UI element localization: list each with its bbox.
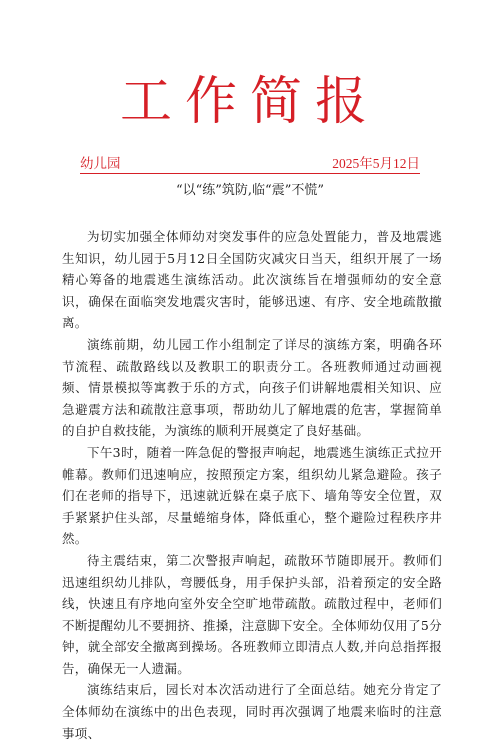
meta-row xyxy=(80,155,420,173)
header-divider xyxy=(80,173,420,174)
article-headline: “以“练”筑防,临“震”不慌” xyxy=(175,183,324,198)
paragraph-1: 为切实加强全体师幼对突发事件的应急处置能力，普及地震逃生知识，幼儿园于5月12日全国防灾减灾日当天，组织开展了一场精心筹备的地震逃生演练活动。此次演练旨在增强师幼的安全意识，确保在面临突发地震灾害时，能够迅速、有序、安全地疏散撤离。 xyxy=(62,229,442,331)
paragraph-2: 演练前期，幼儿园工作小组制定了详尽的演练方案，明确各环节流程、疏散路线以及教职工的职责分工。各班教师通过动画视频、情景模拟等寓教于乐的方式，向孩子们讲解地震相关知识、应急避震方法和疏散注意事项，帮助幼儿了解地震的危害，掌握简单的自护自救技能，为演练的顺利开展奠定了良好基础。 xyxy=(62,336,442,439)
paragraph-3: 下午3时，随着一阵急促的警报声响起，地震逃生演练正式拉开帷幕。教师们迅速响应，按照预定方案，组织幼儿紧急避险。孩子们在老师的指导下，迅速就近躲在桌子底下、墙角等安全位置，双手紧紧护住头部，尽量蜷缩身体，降低重心，整个避险过程秩序井然。 xyxy=(62,444,442,547)
paragraph-5: 演练结束后，园长对本次活动进行了全面总结。她充分肯定了全体师幼在演练中的出色表现，同时再次强调了地震来临时的注意事项、 xyxy=(62,682,442,741)
issue-date: 2025年5月12日 xyxy=(332,156,420,171)
masthead-title: 工作简报 xyxy=(119,72,380,132)
article-body xyxy=(62,226,442,744)
paragraph-4: 待主震结束，第二次警报声响起，疏散环节随即展开。教师们迅速组织幼儿排队，弯腰低身，用手保护头部，沿着预定的安全路线，快速且有序地向室外安全空旷地带疏散。疏散过程中，老师们不断提醒幼儿不要拥挤、推搡，注意脚下安全。全体师幼仅用了5分钟，就全部安全撤离到操场。各班教师立即清点人数,并向总指挥报告，确保无一人遗漏。 xyxy=(62,552,442,676)
organization-name: 幼儿园 xyxy=(80,156,121,171)
